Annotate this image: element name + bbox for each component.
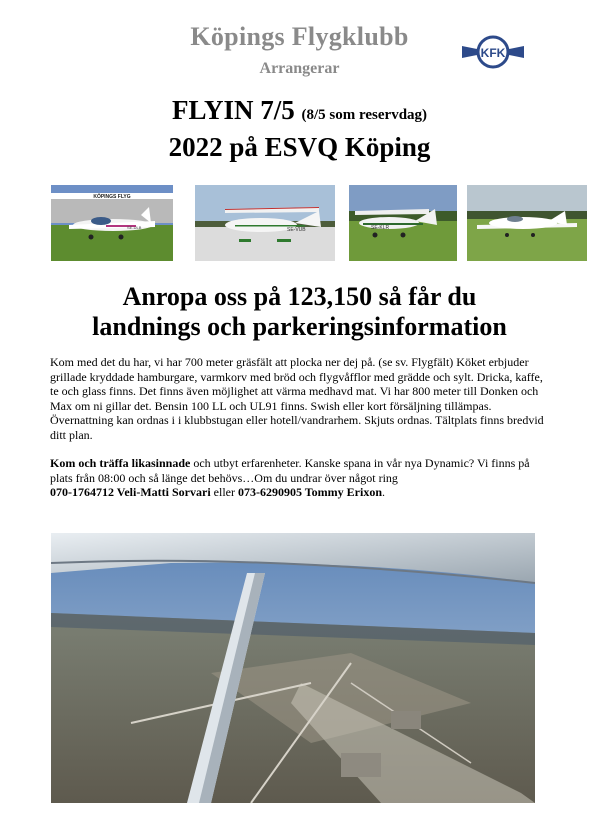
callout-line-1: Anropa oss på 123,150 så får du — [122, 282, 477, 311]
invite-bold: Kom och träffa likasinnade — [50, 456, 191, 470]
airplane-photo-4 — [467, 185, 587, 261]
airplane-photo-2 — [195, 185, 335, 261]
info-paragraph: Kom med det du har, vi har 700 meter gräsfält att plocka ner dej på. (se sv. Flygfält) Köket erbjuder grillade kryddade hamburgare, varmkorv med bröd och flygvåfflor med grädde och sylt. Dricka, kaffe, te och glass finns. Det finns även möjlighet att värma medhavd mat. Vi har 800 meter till Donken och Max om ni gillar det. Bensin 100 LL och UL91 finns. Swish eller kort försäljning tillämpas. Övernattning kan ordnas i i klubbstugan eller hotell/vandrarhem. Skjuts ordnas. Tältplats finns bredvid ditt plan. — [50, 355, 544, 442]
event-place: 2022 på ESVQ Köping — [168, 132, 431, 162]
logo-letters: KFK — [480, 46, 506, 60]
contact-end: . — [382, 485, 385, 499]
aerial-photo — [51, 533, 535, 803]
radio-callout — [0, 282, 599, 342]
invite-text: och utbyt erfarenheter. Kanske spana in vår nya Dynamic? Vi finns på plats från 08:00 och så länge det behövs…Om du undrar över något ring — [50, 456, 530, 485]
contact-1: 070-1764712 Veli-Matti Sorvari — [50, 485, 211, 499]
plane-reg-1: SE-ULB — [127, 225, 142, 230]
plane-reg-2: SE-VUB — [287, 227, 306, 233]
event-date: FLYIN 7/5 — [171, 95, 295, 125]
plane-reg-3: SE-KLR — [371, 225, 390, 231]
club-name: Köpings Flygklubb — [190, 22, 409, 51]
hangar-sign: KÖPINGS FLYG — [93, 194, 131, 200]
contact-2: 073-6290905 Tommy Erixon — [237, 485, 382, 499]
reserve-date: (8/5 som reservdag) — [301, 107, 428, 123]
airplane-photo-3 — [349, 185, 457, 261]
event-title — [0, 95, 599, 126]
callout-line-2: landnings och parkeringsinformation — [92, 312, 507, 341]
arranges-label: Arrangerar — [259, 60, 340, 77]
body-text — [50, 355, 550, 500]
invite-paragraph — [50, 456, 550, 500]
airplane-photo-1 — [51, 185, 173, 261]
contact-sep: eller — [210, 485, 238, 499]
club-logo — [460, 32, 526, 72]
